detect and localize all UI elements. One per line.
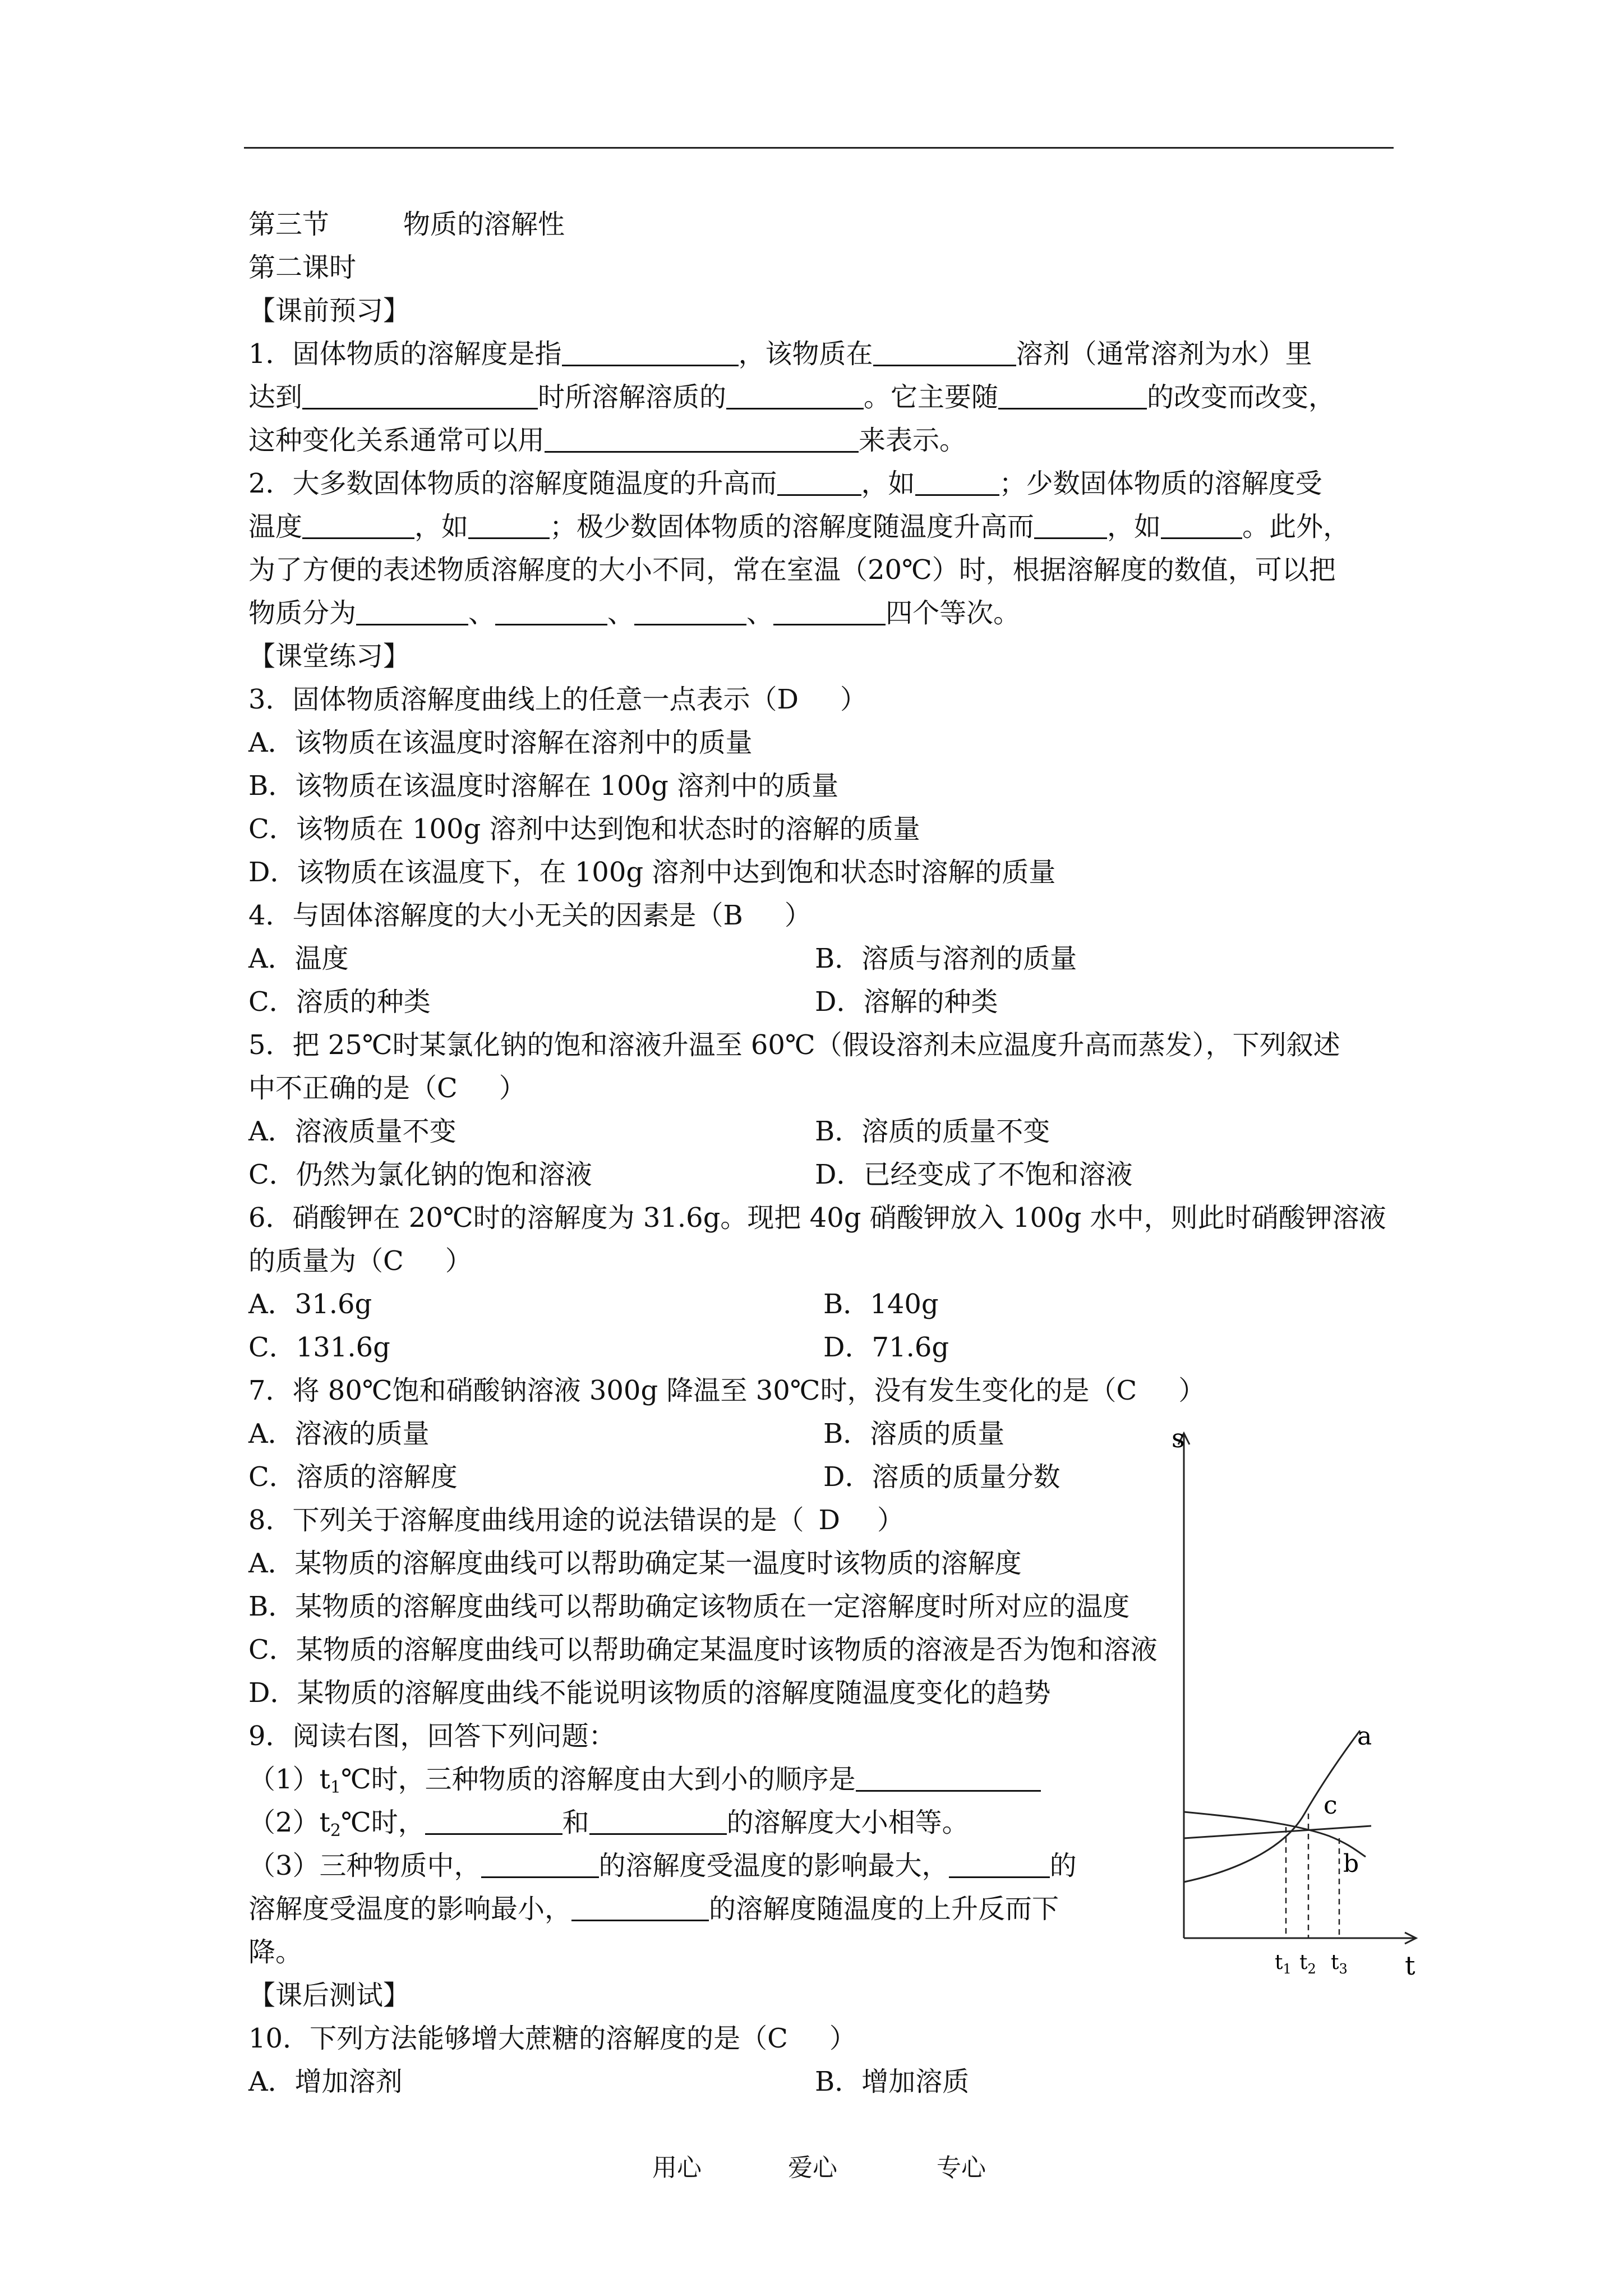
q2-line3: 为了方便的表述物质溶解度的大小不同，常在室温（20℃）时，根据溶解度的数值，可以把 bbox=[248, 554, 1336, 586]
solubility-curve-figure bbox=[1172, 1422, 1422, 1981]
q4-option-a: A．温度 bbox=[248, 943, 349, 974]
answer-blank[interactable] bbox=[1034, 512, 1107, 539]
q6-options-row1 bbox=[248, 1283, 1404, 1326]
curve-c-label: c bbox=[1324, 1791, 1338, 1820]
footer-word-2: 爱心 bbox=[788, 2154, 837, 2182]
classroom-heading: 【课堂练习】 bbox=[248, 641, 411, 672]
q7-option-c: C．溶质的溶解度 bbox=[248, 1461, 458, 1493]
q10-options-row1 bbox=[248, 2060, 1404, 2104]
q8-option-c: C．某物质的溶解度曲线可以帮助确定某温度时该物质的溶液是否为饱和溶液 bbox=[248, 1634, 1158, 1665]
t2-label: $t_2$ bbox=[1299, 1951, 1316, 1977]
q9-part1: $(1)t_1℃$时，三种物质的溶解度由大到小的顺序是 bbox=[248, 1758, 1404, 1801]
q9-stem: 9．阅读右图，回答下列问题： bbox=[248, 1720, 616, 1752]
q9-part2: $(2)t_2℃$时， 和 的溶解度大小相等。 bbox=[248, 1807, 969, 1841]
q6-option-c: C．131.6g bbox=[248, 1332, 390, 1363]
figure-axes bbox=[1178, 1433, 1416, 1944]
answer-blank[interactable] bbox=[468, 512, 550, 539]
curve-b bbox=[1184, 1812, 1366, 1857]
q5-option-a: A．溶液质量不变 bbox=[248, 1116, 457, 1147]
answer-blank[interactable] bbox=[302, 382, 538, 409]
y-axis-label: s bbox=[1172, 1423, 1185, 1453]
q8-option-b: B．某物质的溶解度曲线可以帮助确定该物质在一定溶解度时所对应的温度 bbox=[248, 1591, 1130, 1622]
answer-blank[interactable] bbox=[425, 1807, 562, 1835]
answer-blank[interactable] bbox=[481, 1851, 599, 1878]
after-class-heading: 【课后测试】 bbox=[248, 1980, 411, 2011]
q10-stem: 10．下列方法能够增大蔗糖的溶解度的是（C ） bbox=[248, 2023, 856, 2054]
q9-part3-cont: 溶解度受温度的影响最小， 的溶解度随温度的上升反而下 bbox=[248, 1893, 1059, 1925]
q1-line2: 达到 时所溶解溶质的 。它主要随 的改变而改变， bbox=[248, 381, 1336, 413]
section-heading bbox=[248, 203, 1404, 246]
x-axis-label: t bbox=[1405, 1950, 1415, 1981]
q8-stem: 8．下列关于溶解度曲线用途的说法错误的是（ D ） bbox=[248, 1504, 905, 1536]
curve-b-label: b bbox=[1343, 1849, 1359, 1878]
answer-blank[interactable] bbox=[634, 598, 746, 625]
t3-label: $t_3$ bbox=[1331, 1951, 1348, 1977]
t1-label: $t_1$ bbox=[1275, 1951, 1292, 1977]
q2-line1: 2．大多数固体物质的溶解度随温度的升高而 ，如 ；少数固体物质的溶解度受 bbox=[248, 468, 1322, 499]
q5-options-row2 bbox=[248, 1153, 1404, 1197]
q4-options-row1 bbox=[248, 937, 1404, 981]
q5-option-b: B．溶质的质量不变 bbox=[815, 1116, 1050, 1147]
q10-option-b: B．增加溶质 bbox=[815, 2066, 970, 2097]
answer-blank[interactable] bbox=[562, 339, 739, 366]
q5-stem-line2: 中不正确的是（C ） bbox=[248, 1073, 526, 1104]
x-tick-labels bbox=[1275, 1951, 1348, 1977]
q2-line4: 物质分为 、 、 、 四个等次。 bbox=[248, 597, 1021, 629]
q5-option-d: D．已经变成了不饱和溶液 bbox=[815, 1159, 1133, 1190]
q5-options-row1 bbox=[248, 1110, 1404, 1153]
q4-option-b: B．溶质与溶剂的质量 bbox=[815, 943, 1077, 974]
q3-option-c: C．该物质在 100g 溶剂中达到饱和状态时的溶解的质量 bbox=[248, 813, 920, 845]
answer-blank[interactable] bbox=[726, 382, 864, 409]
q6-options-row2 bbox=[248, 1326, 1404, 1369]
q6-option-a: A．31.6g bbox=[248, 1289, 372, 1320]
answer-blank[interactable] bbox=[949, 1851, 1050, 1878]
q7-option-d: D．溶质的质量分数 bbox=[823, 1461, 1061, 1493]
q4-option-c: C．溶质的种类 bbox=[248, 986, 431, 1018]
answer-blank[interactable] bbox=[773, 598, 886, 625]
answer-blank[interactable] bbox=[873, 339, 1016, 366]
answer-blank[interactable] bbox=[356, 598, 468, 625]
q4-option-d: D．溶解的种类 bbox=[815, 986, 998, 1018]
q9-part3: （3）三种物质中， 的溶解度受温度的影响最大， 的 bbox=[248, 1850, 1077, 1881]
answer-blank[interactable] bbox=[571, 1894, 709, 1921]
curve-a-label: a bbox=[1357, 1722, 1372, 1751]
answer-blank[interactable] bbox=[495, 598, 607, 625]
answer-blank[interactable] bbox=[777, 468, 861, 496]
q3-option-d: D．该物质在该温度下，在 100g 溶剂中达到饱和状态时溶解的质量 bbox=[248, 857, 1056, 888]
q2-line2: 温度 ，如 ；极少数固体物质的溶解度随温度升高而 ，如 。此外， bbox=[248, 511, 1350, 542]
guide-lines bbox=[1286, 1814, 1339, 1938]
q8-option-a: A．某物质的溶解度曲线可以帮助确定某一温度时该物质的溶解度 bbox=[248, 1548, 1022, 1579]
q3-option-a: A．该物质在该温度时溶解在溶剂中的质量 bbox=[248, 727, 753, 758]
q8-option-d: D．某物质的溶解度曲线不能说明该物质的溶解度随温度变化的趋势 bbox=[248, 1677, 1051, 1709]
q3-option-b: B．该物质在该温度时溶解在 100g 溶剂中的质量 bbox=[248, 770, 839, 802]
answer-blank[interactable] bbox=[915, 468, 999, 496]
section-number: 第三节 bbox=[248, 209, 330, 240]
answer-blank[interactable] bbox=[302, 512, 414, 539]
q7-option-b: B．溶质的质量 bbox=[823, 1418, 1005, 1450]
q4-options-row2 bbox=[248, 981, 1404, 1024]
answer-blank[interactable] bbox=[1161, 512, 1242, 539]
q7-stem: 7．将 80℃饱和硝酸钠溶液 300g 降温至 30℃时，没有发生变化的是（C ） bbox=[248, 1375, 1206, 1406]
answer-blank[interactable] bbox=[589, 1807, 727, 1835]
q5-stem-line1: 5．把 25℃时某氯化钠的饱和溶液升温至 60℃（假设溶剂未应温度升高而蒸发），下列叙述 bbox=[248, 1029, 1340, 1061]
q10-option-a: A．增加溶剂 bbox=[248, 2066, 403, 2097]
q4-stem: 4．与固体溶解度的大小无关的因素是（B ） bbox=[248, 900, 811, 931]
answer-blank[interactable] bbox=[545, 425, 859, 453]
footer-word-3: 专心 bbox=[937, 2154, 986, 2182]
section-title: 物质的溶解性 bbox=[403, 209, 565, 240]
q6-option-b: B．140g bbox=[823, 1289, 939, 1320]
lesson-label: 第二课时 bbox=[248, 252, 357, 283]
q9-part3-end: 降。 bbox=[248, 1936, 303, 1968]
header-rule bbox=[244, 147, 1394, 149]
answer-blank[interactable] bbox=[998, 382, 1147, 409]
answer-blank[interactable] bbox=[856, 1764, 1041, 1792]
q3-stem: 3．固体物质溶解度曲线上的任意一点表示（D ） bbox=[248, 684, 868, 715]
curve-c bbox=[1184, 1826, 1371, 1838]
q6-stem-line1: 6．硝酸钾在 20℃时的溶解度为 31.6g。现把 40g 硝酸钾放入 100g 水中，则此时硝酸钾溶液 bbox=[248, 1202, 1386, 1234]
footer-word-1: 用心 bbox=[652, 2154, 702, 2182]
q6-stem-line2: 的质量为（C ） bbox=[248, 1245, 472, 1277]
q1-line1: 1．固体物质的溶解度是指 ，该物质在 溶剂（通常溶剂为水）里 bbox=[248, 338, 1312, 370]
q7-option-a: A．溶液的质量 bbox=[248, 1418, 430, 1450]
q5-option-c: C．仍然为氯化钠的饱和溶液 bbox=[248, 1159, 592, 1190]
q1-line3: 这种变化关系通常可以用 来表示。 bbox=[248, 425, 967, 456]
q6-option-d: D．71.6g bbox=[823, 1332, 949, 1363]
preview-heading: 【课前预习】 bbox=[248, 295, 411, 326]
